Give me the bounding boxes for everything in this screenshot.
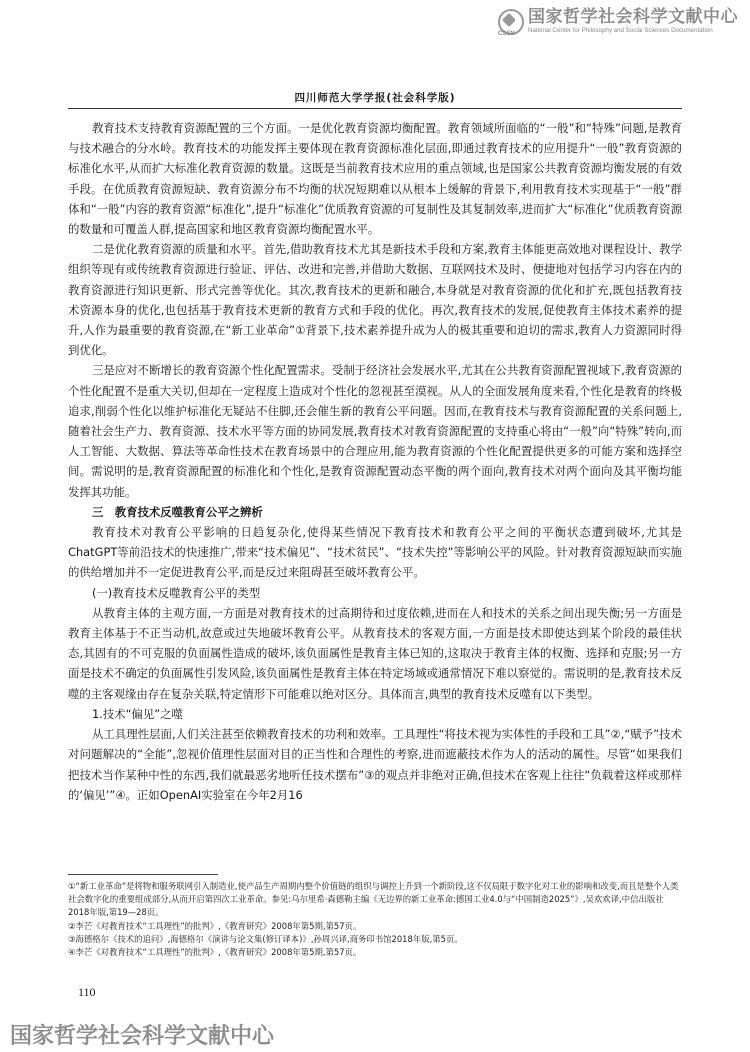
subsection-heading: (一)教育技术反噬教育公平的类型 — [91, 585, 261, 600]
item-heading: 1.技术“偏见”之噬 — [91, 706, 183, 721]
bottom-watermark: 国家哲学社会科学文献中心 — [10, 1024, 275, 1049]
footnote: ①“新工业革命”是将物和服务联网引入制造业,使产品生产周期内整个价值链的组织与调控上升到一个新阶段,这不仅局限于数字化对工业的影响和改变,而且是整个人类社会数字化的重要组成部分,从而开启第四次工业革命。参见:乌尔里希·森德勒主编《无边界的新工业革命:德国工业4.0与“中国制造2025”》,吴欢欢译,中信出版社2018年版,第19—28页。 — [68, 881, 679, 918]
section-heading: 三 教育技术反噬教育公平之辨析 — [91, 504, 263, 519]
watermark-subtitle: National Center for Philosophy and Social Sciences Documentation — [528, 27, 713, 34]
watermark-title: 国家哲学社会科学文献中心 — [528, 7, 738, 27]
paragraph: 从工具理性层面,人们关注甚至依赖教育技术的功利和效率。工具理性“将技术视为实体性的手段和工具”②,“赋予”技术对问题解决的“全能”,忽视价值理性层面对目的正当性和合理性的考察,进而遮蔽技术作为人的活动的属性。尽管“如果我们把技术当作某种中性的东西,我们就最恶劣地听任技术摆布”③的观点并非绝对正确,但技术在客观上往往“负载着这样或那样的‘偏见’”④。正如OpenAI实验室在今年2月16 — [68, 727, 682, 802]
footnote-divider — [68, 874, 218, 875]
header-divider — [68, 108, 682, 109]
footnotes — [68, 880, 682, 959]
paragraph: 三是应对不断增长的教育资源个性化配置需求。受制于经济社会发展水平,尤其在公共教育资源配置视域下,教育资源的个性化配置不是重大关切,但却在一定程度上造成对个性化的忽视甚至漠视。从人的全面发展角度来看,个性化是教育的终极追求,削弱个性化以维护标准化无疑站不住脚,还会催生新的教育公平问题。因而,在教育技术与教育资源配置的关系问题上,随着社会生产力、教育资源、技术水平等方面的协同发展,教育技术对教育资源配置的支持重心将由“一般”向“特殊”转向,而人工智能、大数据、算法等革命性技术在教育场景中的合理应用,能为教育资源的个性化配置提供更多的可能方案和选择空间。需说明的是,教育资源配置的标准化和个性化,是教育资源配置动态平衡的两个面向,教育技术对两个面向及其平衡均能发挥其功能。 — [68, 363, 682, 499]
paragraph: 二是优化教育资源的质量和水平。首先,借助教育技术尤其是新技术手段和方案,教育主体能更高效地对课程设计、教学组织等现有或传统教育资源进行验证、评估、改进和完善,并借助大数据、互联网技术及时、便捷地对包括学习内容在内的教育资源进行知识更新、形式完善等优化。其次,教育技术的更新和融合,本身就是对教育资源的优化和扩充,既包括教育技术资源本身的优化,也包括基于教育技术更新的教育方式和手段的优化。再次,教育技术的发展,促使教育主体技术素养的提升,人作为最重要的教育资源,在“新工业革命”①背景下,技术素养提升成为人的极其重要和迫切的需求,教育人力资源同时得到优化。 — [68, 242, 682, 358]
page-number: 110 — [78, 985, 96, 999]
article-body — [68, 118, 682, 805]
paragraph: 教育技术对教育公平影响的日趋复杂化,使得某些情况下教育技术和教育公平之间的平衡状态遭到破坏,尤其是ChatGPT等前沿技术的快速推广,带来“技术偏见”、“技术贫民”、“技术失控”等影响公平的风险。针对教育资源短缺而实施的供给增加并不一定促进教育公平,而是反过来阻碍甚至破坏教育公平。 — [68, 525, 682, 580]
paragraph: 从教育主体的主观方面,一方面是对教育技术的过高期待和过度依赖,进而在人和技术的关系之间出现失衡;另一方面是教育主体基于不正当动机,故意或过失地破坏教育公平。从教育技术的客观方面,一方面是技术即使达到某个阶段的最佳状态,其固有的不可克服的负面属性造成的破坏,该负面属性是教育主体已知的,这取决于教育主体的权衡、选择和克服;另一方面是技术不确定的负面属性引发风险,该负面属性是教育主体在特定场域或通常情况下难以察觉的。需说明的是,教育技术反噬的主客观缘由存在复杂关联,特定情形下可能难以绝对区分。具体而言,典型的教育技术反噬有以下类型。 — [68, 605, 682, 701]
journal-title: 四川师范大学学报(社会科学版) — [294, 92, 456, 104]
watermark-badge: CSSN — [498, 31, 515, 37]
footnote: ②李芒《对教育技术“工具理性”的批判》,《教育研究》2008年第5期,第57页。 — [68, 920, 362, 931]
footnote: ③海德格尔《技术的追问》,海德格尔《演讲与论文集(修订译本)》,孙周兴译,商务印书馆2018年版,第5页。 — [68, 933, 463, 944]
watermark-logo — [498, 8, 738, 35]
footnote: ④李芒《对教育技术“工具理性”的批判》,《教育研究》2008年第5期,第57页。 — [68, 947, 362, 958]
paragraph: 教育技术支持教育资源配置的三个方面。一是优化教育资源均衡配置。教育领域所面临的“一般”和“特殊”问题,是教育与技术融合的分水岭。教育技术的功能发挥主要体现在教育资源标准化层面,即通过教育技术的应用提升“一般”教育资源的标准化水平,从而扩大标准化教育资源的数量。这既是当前教育技术应用的重点领域,也是国家公共教育资源均衡发展的有效手段。在优质教育资源短缺、教育资源分布不均衡的状况短期难以从根本上缓解的背景下,利用教育技术实现基于“一般”群体和“一般”内容的教育资源“标准化”,提升“标准化”优质教育资源的可复制性及其复制效率,进而扩大“标准化”优质教育资源的数量和可覆盖人群,提高国家和地区教育资源均衡配置水平。 — [68, 121, 682, 237]
